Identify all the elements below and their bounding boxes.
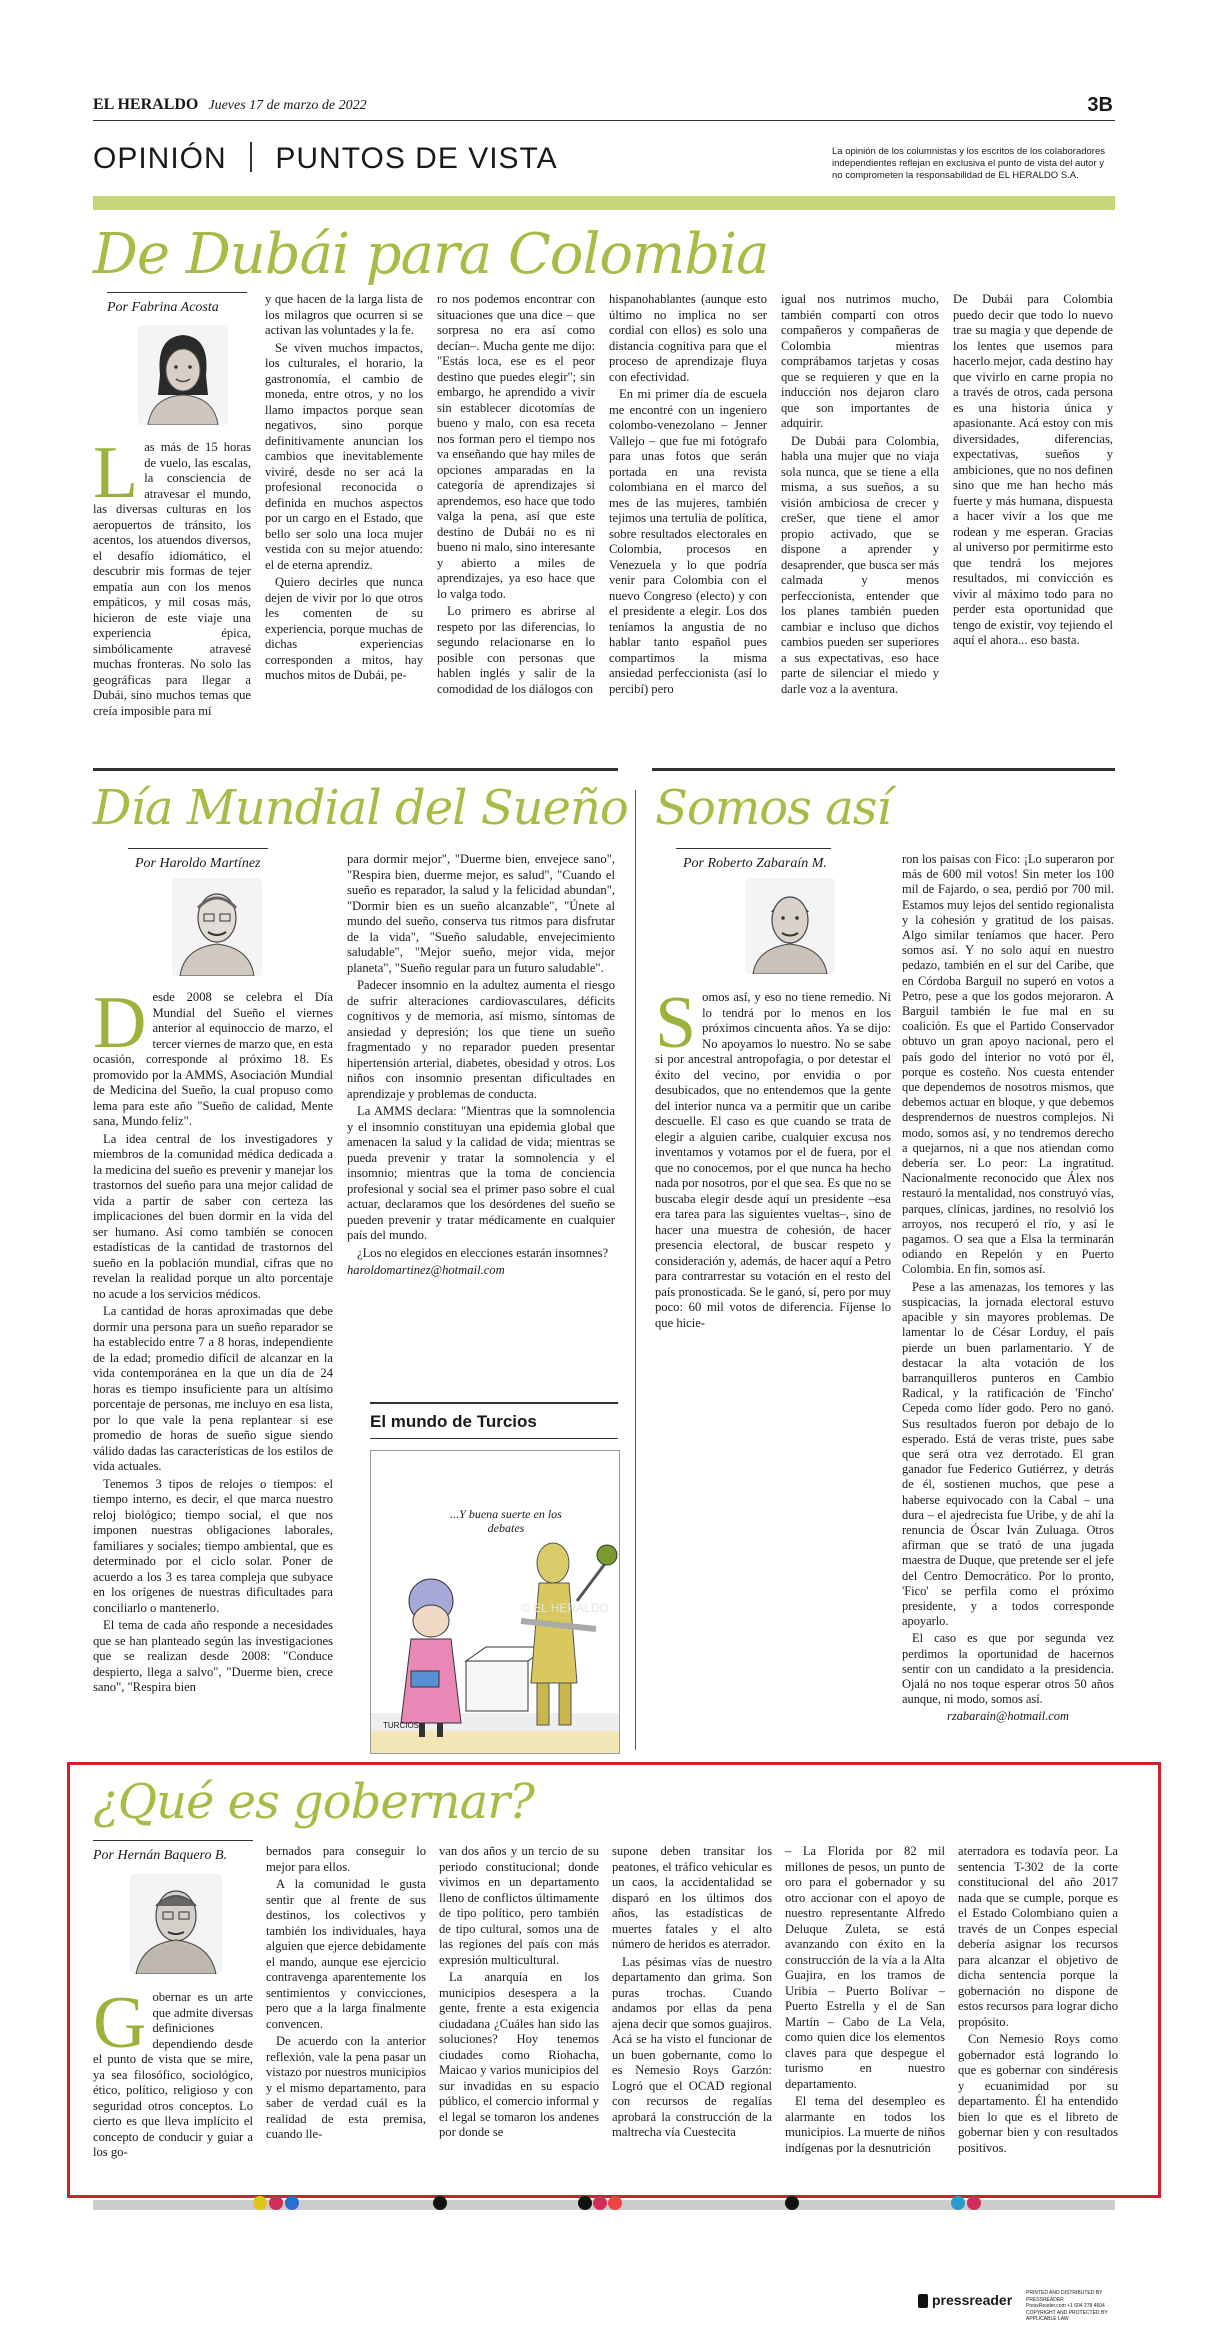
article1-column-3	[437, 292, 595, 699]
paragraph: Padecer insomnio en la adultez aumenta el riesgo de sufrir alteraciones cardiovasculares, déficits cognitivos y de memoria, así mismo, síntomas de ansiedad y depresión; los que tiene un sueño fragmentado y no reparador pueden presentar hipertensión arterial, diabetes, obesidad y otros. Los niños con insomnio presentan dificultades en aprendizaje y problemas de conducta.	[347, 978, 615, 1101]
paragraph: El tema del desempleo es alarmante en todos los municipios. La muerte de niños indígenas por la desnutrición	[785, 2094, 945, 2155]
masthead-rule	[93, 120, 1115, 121]
article4-byline: Por Hernán Baquero B.	[93, 1848, 228, 1863]
reg-mark-icon	[951, 2196, 965, 2210]
article4-title: ¿Qué es gobernar?	[93, 1774, 534, 1830]
paragraph: La cantidad de horas aproximadas que debe dormir una persona para un sueño reparador se ha establecido entre 7 a 8 horas, independiente de la edad; promedio difícil de alcanzar en la vida contemporánea en la que un día de 24 horas es tiempo insuficiente para un altísimo porcentaje de personas, me incluyo en esa lista, por lo que vale la pena replantear si ese promedio de horas de sueño sigue siendo válido dadas las características de los estilos de vida actuales.	[93, 1304, 333, 1473]
paragraph: La anarquía en los municipios desespera a la gente, frente a esta exigencia ciudadana ¿Cuáles han sido las soluciones? Hoy tenemos ciudades como Riohacha, Maicao y varios municipios del sur invadidas en su espacio público, el comercio informal y el legal se tomaron los andenes por donde se	[439, 1970, 599, 2139]
author-portrait-icon	[745, 878, 835, 974]
paragraph: Quiero decirles que nunca dejen de vivir por lo que otros les comenten de su experiencia, porque muchas de dichas experiencias corresponden a mitos, hay muchos mitos de Dubái, pe-	[265, 575, 423, 682]
article1-byline-rule	[107, 292, 247, 293]
paragraph: La idea central de los investigadores y miembros de la comunidad médica dedicada a la medicina del sueño es prevenir y manejar los trastornos del sueño para una mejor calidad de vida a partir de saber con certeza las implicaciones del buen dormir en la vida del ser humano. Así como también se conocen estadísticas de la cantidad de trastornos del sueño en la población mundial, cifras que no revelan la realidad porque un alto porcentaje no acude a los servicios médicos.	[93, 1131, 333, 1301]
paragraph: aterradora es todavía peor. La sentencia T-302 de la corte constitucional del año 2017 nada que se cumple, porque es el Estado Colombiano quien a través de un Conpes especial debería asignar los recursos para alcanzar el objetivo de dicha sentencia porque la gobernación no dispone de estos recursos para lograr dicho propósito.	[958, 1844, 1118, 2029]
reg-mark-icon	[593, 2196, 607, 2210]
section-disclaimer: La opinión de los columnistas y los escritos de los colaboradores independientes reflejan en exclusiva el punto de vista del autor y no comprometen la responsabilidad de EL HERALDO S.A.	[832, 146, 1106, 181]
article1-portrait	[138, 325, 228, 425]
reg-mark-icon	[578, 2196, 592, 2210]
article2-byline-rule	[128, 848, 268, 849]
paragraph: A la comunidad le gusta sentir que al frente de sus destinos, los colectivos y también los individuales, haya alguien que ejerce debidamente el mando, aunque ese ejercicio contravenga aparentemente los sentimientos y convicciones, pero que a la larga finalmente convencen.	[266, 1877, 426, 2031]
article1-column-2	[265, 292, 423, 686]
article3-title: Somos así	[655, 780, 891, 836]
cartoon-balloon: ...Y buena suerte en los debates	[450, 1507, 562, 1535]
paragraph: Pese a las amenazas, los temores y las suspicacias, la jornada electoral estuvo apacible y sin mayores problemas. De lamentar lo de César Lorduy, el país pierde un buen parlamentario. Y de destacar la alta votación de los barranquilleros punteros en Cambio Radical, y la ratificación de 'Fincho' Cepeda como líder godo. Pero no ganó. Sus resultados fueron por debajo de lo esperado. Está de veras triste, pues sabe que será otra vez derrotado. El gran ganador fue Federico Gutiérrez, y detrás de él, sostienen muchos, que pese a haberse equivocado con la Cabal – una dura – el ajedrecista fue Uribe, y de ahí la renuncia de Óscar Iván Zuluaga. Otros afirman que se trató de una jugada maestra de Duque, que pretende ser el jefe del Centro Democrático. Por lo pronto, 'Fico' se perfila como el próximo presidente, y a todos corresponde apoyarlo.	[902, 1279, 1114, 1629]
paragraph: van dos años y un tercio de su periodo constitucional; donde vivimos en un departamento lleno de conflictos últimamente de tipo político, pero también de tipo cultural, somos una de las regiones del país con más expresión multicultural.	[439, 1844, 599, 1967]
paragraph: De Dubái para Colombia, habla una mujer que no viaja sola nunca, que se tiene a ella misma, a sus sueños, a su visión ambiciosa de crecer y creSer, que tiene el amor propio activado, que se dispone a aprender y desaprender, que busca ser más calmada y menos perfeccionista, entender que los planes también pueden cambiar e incluso que dichos cambios pueden ser superiores a sus expectativas, eso hace parte de silenciar el miedo y darle voz a la aventura.	[781, 433, 939, 696]
section-rule-1	[93, 768, 618, 771]
paragraph: Lo primero es abrirse al respeto por las diferencias, lo segundo relacionarse en lo posible con personas que hablen inglés y salir de la comodidad de los diálogos con	[437, 604, 595, 696]
cartoon-panel	[370, 1450, 620, 1754]
article4-byline-rule	[93, 1840, 253, 1841]
reg-mark-icon	[967, 2196, 981, 2210]
reg-mark-icon	[253, 2196, 267, 2210]
reg-mark-icon	[285, 2196, 299, 2210]
article1-column-1	[93, 432, 251, 721]
article1-column-4	[609, 292, 767, 699]
article1-title: De Dubái para Colombia	[93, 222, 769, 287]
paragraph: ron los paisas con Fico: ¡Lo superaron por más de 600 mil votos! Sin meter los 100 mil de Fajardo, o sea, perdió por 700 mil. Estamos muy lejos del sentido regionalista y la cohesión y gratitud de los paisas. Algo similar teníamos que hacer. Pero somos así. Y no solo aquí en nuestro pedazo, también en el sur del Caribe, que en Córdoba Barguil no superó en votos a Petro, pese a que los godos mejoraron. A Barguil también le fue mal en su coalición. Es que el Partido Conservador obtuvo un gran apoyo nacional, pero el país godo del interior no votó por él, porque es costeño. Nos cuesta entender que dependemos de nosotros mismos, que debemos actuar en bloque, y que debemos desprendernos de nuestros complejos. Ni modo, somos así, y no tendremos derecho a quejarnos, ni a que nos atiendan como debería ser. Lo peor: La ingratitud. Nacionalmente reconocido que Álex nos restauró la mentalidad, nos construyó vías, parques, clínicas, jardines, no resolvió los arroyos, nos recuperó el río, y así le pagamos. O sea que a Elsa la terminarán odiando en Repelón y en Puerto Colombia. En fin, somos así.	[902, 852, 1114, 1277]
reg-mark-icon	[785, 2196, 799, 2210]
paragraph: as más de 15 horas de vuelo, las escalas, la consciencia de atravesar el mundo, las diversas culturas en los aeropuertos de tránsito, los acentos, los atuendos diversos, el desafío idiomático, el descubrir mis formas de tejer empatía aun con los menos empáticos, y mil cosas más, hicieron de este viaje una experiencia épica, simbólicamente atravesé muchas fronteras. No solo las geográficas para llegar a Dubái, sino muchos temas que creía imposible para mí	[93, 440, 251, 718]
paragraph: Tenemos 3 tipos de relojes o tiempos: el tiempo interno, es decir, el que marca nuestro reloj biológico; tiempo social, el que nos imponen nuestras obligaciones laborales, familiares y sociales; tiempo ambiental, que es determinado por el ciclo solar. Poner de acuerdo a los 3 es tarea compleja que subyace en los orígenes de nuestras dificultades para conciliarlo o mantenerlo.	[93, 1476, 333, 1615]
cartoon-title: El mundo de Turcios	[370, 1412, 537, 1431]
site-line: PressReader.com +1 604 278 4604	[1026, 2303, 1105, 2309]
section-header	[93, 142, 558, 182]
paragraph: De acuerdo con la anterior reflexión, vale la pena pasar un vistazo por nuestros municipios y el mismo departamento, para saber de verdad cuál es la realidad de esta premisa, cuando lle-	[266, 2034, 426, 2141]
section-green-band	[93, 196, 1115, 210]
article2-dropcap: D	[93, 982, 147, 1064]
paragraph: El caso es que por segunda vez perdimos la oportunidad de hacernos sentir con un candidato a la presidencia. Ojalá no nos toque esperar otros 50 años aunque, ni modo, somos así.	[902, 1631, 1114, 1707]
article4-dropcap: G	[93, 1982, 147, 2064]
reg-mark-icon	[433, 2196, 447, 2210]
article3-byline-rule	[676, 848, 831, 849]
paragraph: En mi primer día de escuela me encontré con un ingeniero colombo-venezolano – Jenner Vallejo – que fue mi fotógrafo para unas fotos que serán portada en una revista colombiana en el marco del mes de las mujeres, también tejimos una tertulia de política, sobre resultados electorales en Colombia, procesos en Venezuela y lo que podría venir para Colombia con el nuevo Congreso (electo) y con el presidente a elegir. Los dos teníamos la angustia de no hablar tanto español pues compartimos la misma ansiedad perfeccionista (así lo percibí) pero	[609, 387, 767, 696]
cartoon-rule	[370, 1438, 618, 1439]
paper-name: EL HERALDO	[93, 96, 199, 113]
pressreader-footer	[918, 2290, 1118, 2322]
paragraph: igual nos nutrimos mucho, también compartí con otros compañeros y compañeras de Colombia mientras comprábamos tarjetas y cosas que se requieren y que en la inducción nos dejaron claro que son importantes de adquirir.	[781, 292, 939, 430]
cartoon-watermark: © EL HERALDO	[521, 1601, 609, 1615]
author-email: rzabarain@hotmail.com	[947, 1709, 1069, 1724]
registration-marks	[93, 2196, 1115, 2214]
article2-column-2	[347, 852, 615, 1281]
article2-byline: Por Haroldo Martínez	[135, 856, 261, 871]
paragraph: Con Nemesio Roys como gobernador está logrando lo que es gobernar con sindéresis y ecuanimidad por su departamento. Él ha entendido bien lo que es el libreto de gobernar bien y con resultados positivos.	[958, 2032, 1118, 2155]
article4-portrait	[130, 1874, 222, 1974]
article4-column-5	[785, 1844, 945, 2158]
paragraph: – La Florida por 82 mil millones de pesos, un punto de oro para el gobernador y su otro accionar con el apoyo de nuestro representante Alfredo Deluque Zuleta, se está avanzando con éxito en la construcción de la vía a la Alta Guajira, en los tramos de Uribia – Puerto Bolívar – Puerto Estrella y el de San Martín – Cabo de La Vela, como quien dice los elementos claves para que despegue el turismo en nuestro departamento.	[785, 1844, 945, 2091]
pressreader-notice	[1026, 2290, 1118, 2323]
paragraph: bernados para conseguir lo mejor para ellos.	[266, 1844, 426, 1874]
article2-column-1	[93, 982, 333, 1698]
section-sub: PUNTOS DE VISTA	[275, 142, 558, 175]
reg-mark-icon	[608, 2196, 622, 2210]
section-name: OPINIÓN	[93, 142, 227, 175]
author-portrait-icon	[138, 325, 228, 425]
article4-column-3	[439, 1844, 599, 2143]
author-portrait-icon	[172, 878, 262, 976]
article4-column-2	[266, 1844, 426, 2145]
paragraph: hispanohablantes (aunque esto último no implica no ser cordial con ellos) es solo una distancia cognitiva para que el proceso de aprendizaje fluya con efectividad.	[609, 292, 767, 384]
article1-byline: Por Fabrina Acosta	[107, 300, 219, 315]
paragraph: obernar es un arte que admite diversas definiciones dependiendo desde el punto de vista que se mire, ya sea filosófico, sociológico, ético, político, religioso y con seguridad otros conceptos. Lo cierto es que lleva implícito el concepto de conducir y guiar a los go-	[93, 1990, 253, 2159]
article1-column-6	[953, 292, 1113, 651]
paragraph: para dormir mejor", "Duerme bien, envejece sano", "Respira bien, duerme mejor, es salud", "Cuando el sueño es reparador, la salud y la felicidad abundan", "Dormir bien es un sueño alcanzable", "Únete al mundo del sueño, conserva tus ritmos para disfrutar de la vida", "Sueño saludable, envejecimiento saludable", "Mejor sueño, mejor vida, mejor planeta", "Sueño regular para un futuro saludable".	[347, 852, 615, 975]
article3-portrait	[745, 878, 835, 974]
section-rule-2	[652, 768, 1115, 771]
author-email: haroldomartinez@hotmail.com	[347, 1263, 505, 1277]
reg-mark-icon	[269, 2196, 283, 2210]
paragraph: Se viven muchos impactos, los culturales, el horario, la gastronomía, el cambio de moneda, entre otros, y no los llamo impactos porque sean negativos, sino porque definitivamente anuncian los cambios que inevitablemente viviré, desde no ser acá la profesional reconocida o definida en muchos aspectos por un cargo en el Estado, que bello ser solo una loca mujer vestida con su mejor atuendo: el de eterna aprendiz.	[265, 340, 423, 572]
paragraph: supone deben transitar los peatones, el tráfico vehicular es un caos, la accidentalidad se disparó en los últimos dos años, las estadísticas de muertes fatales y el alto número de heridos es aterrador.	[612, 1844, 772, 1951]
article3-dropcap: S	[655, 982, 697, 1064]
page-number: 3B	[1087, 94, 1113, 116]
section-divider	[250, 142, 252, 172]
notice-line: PRINTED AND DISTRIBUTED BY PRESSREADER	[1026, 2290, 1103, 2303]
article3-byline: Por Roberto Zabaraín M.	[683, 856, 827, 871]
paragraph: De Dubái para Colombia puedo decir que todo lo nuevo trae su magia y que depende de los lentes que usemos para hacerlo mejor, cada destino hay que vivirlo en carne propia no a través de otros, cada persona es una historia única y apasionante. Acá estoy con mis diversidades, diferencias, expectativas, sueños y ambiciones, que no nos definen sino que me han hecho más fuerte y más humana, dispuesta a hacer vivir a los que me rodean y me esperan. Gracias al universo por permitirme esto que tendrá los mejores resultados, mi convicción es vivir al máximo todo para no perder esta oportunidad que tengo de existir, voy tejiendo el aquí el ahora... eso basta.	[953, 292, 1113, 647]
article4-column-6	[958, 1844, 1118, 2158]
article1-column-5	[781, 292, 939, 699]
pressreader-logo-icon	[918, 2294, 928, 2308]
author-portrait-icon	[130, 1874, 222, 1974]
paragraph: Las pésimas vías de nuestro departamento dan grima. Son puras trochas. Cuando andamos por ellas da pena ajena decir que somos guajiros. Acá se ha visto el funcionar de un buen gobernante, como lo es Nemesio Roys Garzón: Logró que el OCAD regional con recursos de regalías aprobará la construcción de la maltrecha vía Cuestecita	[612, 1954, 772, 2139]
article2-portrait	[172, 878, 262, 976]
issue-date: Jueves 17 de marzo de 2022	[208, 98, 367, 113]
masthead	[93, 96, 1113, 118]
article2-title: Día Mundial del Sueño	[93, 780, 628, 836]
paragraph: esde 2008 se celebra el Día Mundial del Sueño el viernes anterior al equinoccio de marzo, el tercer viernes de marzo que, en esta ocasión, corresponde al próximo 18. Es promovido por la AMMS, Asociación Mundial de Medicina del Sueño, la cual propuso como lema para este año "Sueño de calidad, Mente sana, Mundo feliz".	[93, 990, 333, 1128]
paragraph: y que hacen de la larga lista de los milagros que ocurren si se activan las voluntades y la fe.	[265, 292, 423, 337]
paragraph: El tema de cada año responde a necesidades que se han planteado según las investigaciones que se realizan desde 2008: "Conduce despierto, llega a salvo", "Duerme bien, crece sano", "Respira bien	[93, 1618, 333, 1694]
vertical-divider	[635, 790, 636, 1750]
paragraph: omos así, y eso no tiene remedio. Ni lo tendrá por lo menos en los próximos cincuenta años. Ya se dijo: No apoyamos lo nuestro. No se sabe si por ancestral antropofagia, o por detestar el éxito del vecino, por envidia o por desubicados, que no entendemos que la gente del interior nunca va a permitir que un caribe descuelle. El caso es que cuando se trata de elegir a alguien caribe, cualquier excusa nos inventamos y votamos por el de fuera, por el que no conocemos, por el que nunca ha hecho nada por nosotros, por el que sea. Es que no se buscaba elegir desde aquí un presidente –esa era tarea para las siguientes vueltas–, sino de hacer una muestra de cohesión, de hacer presencia electoral, de buscar respeto y consideración y, además, de hacer aquí a Petro para contrarrestar su votación en el resto del país pronosticada. Se le ganó, sí, pero por muy poco: 60 mil votos de diferencia. Fíjense lo que hicie-	[655, 990, 891, 1330]
article3-column-2	[902, 852, 1114, 1727]
article1-dropcap: L	[93, 432, 139, 514]
paragraph: ro nos podemos encontrar con situaciones que una dice – que sorpresa no era así como decían–. Mucha gente me dijo: "Estás loca, ese es el peor destino que puedes elegir"; sin embargo, he aprendido a vivir sin establecer dicotomías de bueno y malo, con esa receta nos forman pero el tiempo nos va enseñando que hay miles de opciones amparadas en la categoría de aprendizajes si aprendemos, eso hace que todo valga la pena, así que este destino de Dubái no es ni bueno ni malo, sino interesante y abierto a miles de aprendizajes, ya eso hace que lo valga todo.	[437, 292, 595, 601]
article4-column-4	[612, 1844, 772, 2143]
paragraph: La AMMS declara: "Mientras que la somnolencia y el insomnio constituyan una epidemia global que amenacen la salud y la calidad de vida; mientras se pueda prevenir y tratar la somnolencia y el insomnio; mientras que la toma de conciencia profesional y social sea el primer paso sobre el cual actuar, declaramos que los desórdenes del sueño se pueden prevenir y tratar médicamente en cualquier país del mundo.	[347, 1104, 615, 1242]
cartoon-top-rule	[370, 1402, 618, 1404]
paragraph: ¿Los no elegidos en elecciones estarán insomnes?	[357, 1245, 609, 1260]
article3-column-1	[655, 982, 891, 1333]
pressreader-brand: pressreader	[932, 2292, 1013, 2308]
cartoon-signature: TURCIOS	[383, 1721, 419, 1730]
article4-column-1	[93, 1982, 253, 2163]
copyright-line: COPYRIGHT AND PROTECTED BY APPLICABLE LAW	[1026, 2309, 1108, 2322]
